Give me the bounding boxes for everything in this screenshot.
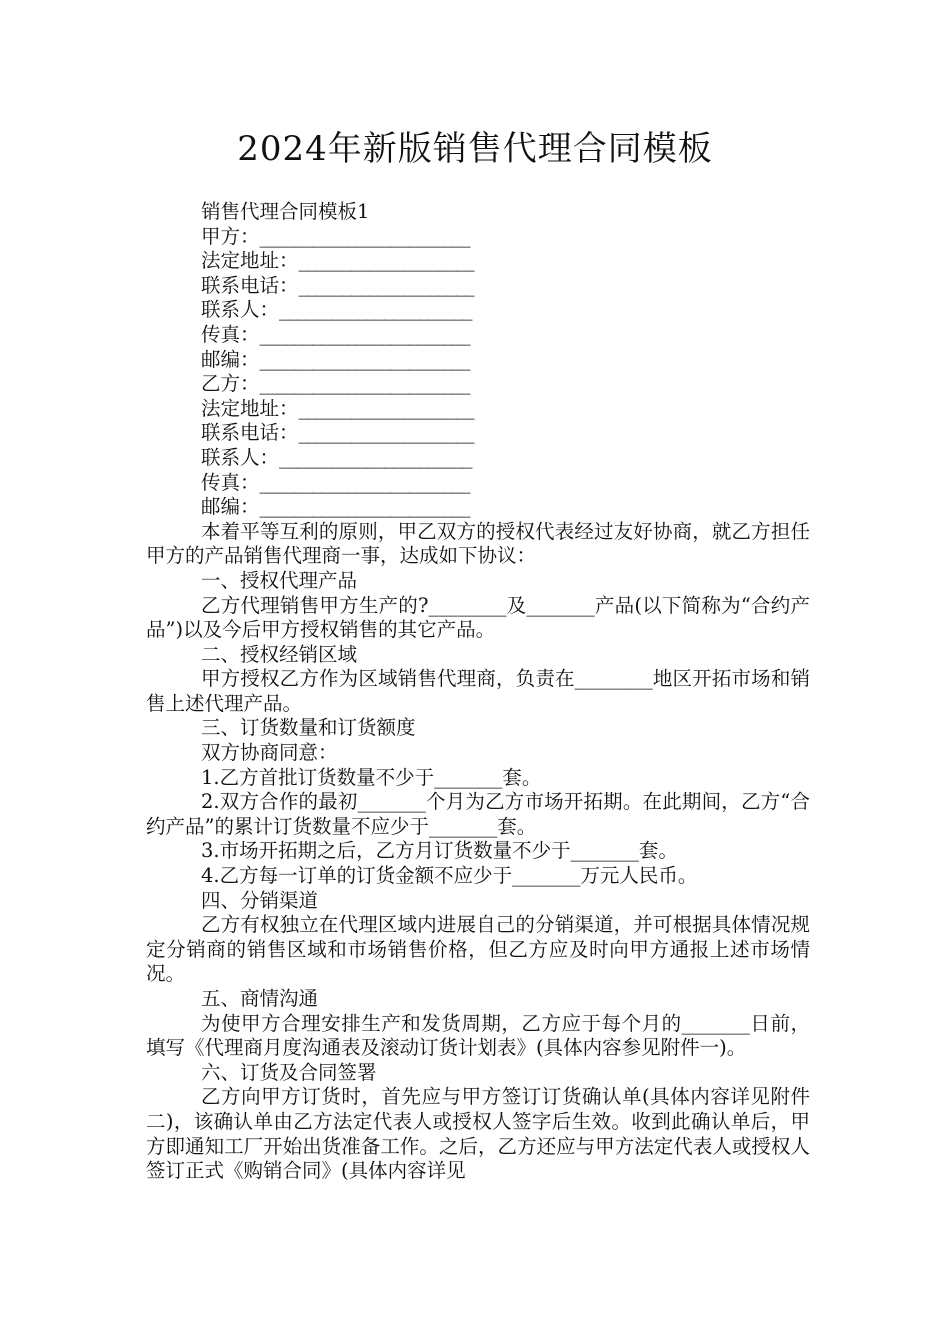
field-label: 法定地址：: [201, 396, 299, 420]
party-a-contact-field: [146, 298, 810, 323]
section-4-heading: 四、分销渠道: [201, 888, 319, 912]
document-body: [146, 200, 810, 1184]
field-label: 联系人：: [201, 298, 280, 322]
field-label: 联系电话：: [201, 273, 299, 297]
party-b-block: [146, 372, 810, 520]
section-3-intro: 双方协商同意：: [201, 741, 338, 765]
fill-blank: ________________________: [259, 224, 470, 248]
section-2-paragraph: 甲方授权乙方作为区域销售代理商，负责在________地区开拓市场和销售上述代理产品。: [146, 667, 810, 715]
party-a-name-field: [146, 225, 810, 250]
field-label: 联系人：: [201, 445, 280, 469]
section-3-item-1: 1.乙方首批订货数量不少于_______套。: [201, 765, 542, 789]
party-b-contact-field: [146, 446, 810, 471]
field-label: 传真：: [201, 470, 260, 494]
fill-blank: ________________________: [259, 495, 470, 519]
fill-blank: ________________________: [259, 372, 470, 396]
party-a-fax-field: [146, 323, 810, 348]
field-label: 甲方：: [201, 224, 260, 248]
fill-blank: ____________________: [298, 273, 474, 297]
section-4-paragraph: 乙方有权独立在代理区域内进展自己的分销渠道，并可根据具体情况规定分销商的销售区域和市场销售价格，但乙方应及时向甲方通报上述市场情况。: [146, 913, 810, 986]
fill-blank: ________________________: [259, 470, 470, 494]
document-title: 2024年新版销售代理合同模板: [237, 129, 713, 169]
party-b-phone-field: [146, 421, 810, 446]
party-b-name-field: [146, 372, 810, 397]
party-a-postcode-field: [146, 348, 810, 373]
section-3-heading: 三、订货数量和订货额度: [201, 716, 416, 740]
party-b-address-field: [146, 397, 810, 422]
section-1-heading: 一、授权代理产品: [201, 568, 358, 592]
fill-blank: ________________________: [259, 322, 470, 346]
fill-blank: ____________________: [298, 396, 474, 420]
field-label: 邮编：: [201, 347, 260, 371]
template-subtitle: 销售代理合同模板1: [201, 200, 370, 223]
fill-blank: ________________________: [259, 347, 470, 371]
field-label: 邮编：: [201, 495, 260, 519]
section-2-heading: 二、授权经销区域: [201, 642, 358, 666]
section-1-paragraph: 乙方代理销售甲方生产的?________及_______产品(以下简称为“合约产品”)以及今后甲方授权销售的其它产品。: [146, 593, 810, 642]
section-5-paragraph: 为使甲方合理安排生产和发货周期，乙方应于每个月的_______日前，填写《代理商月度沟通表及滚动订货计划表》(具体内容参见附件一)。: [146, 1011, 810, 1060]
party-a-block: [146, 225, 810, 373]
section-6-paragraph: 乙方向甲方订货时，首先应与甲方签订订货确认单(具体内容详见附件二)，该确认单由乙方法定代表人或授权人签字后生效。收到此确认单后，甲方即通知工厂开始出货准备工作。之后，乙方还应与甲方法定代表人或授权人签订正式《购销合同》(具体内容详见: [146, 1085, 810, 1183]
party-b-postcode-field: [146, 495, 810, 520]
section-3-item-2: 2.双方合作的最初_______个月为乙方市场开拓期。在此期间，乙方“合约产品”的累计订货数量不应少于_______套。: [146, 790, 810, 838]
party-b-fax-field: [146, 471, 810, 496]
party-a-address-field: [146, 249, 810, 274]
section-5-heading: 五、商情沟通: [201, 987, 319, 1010]
section-3-item-4: 4.乙方每一订单的订货金额不应少于_______万元人民币。: [201, 864, 698, 888]
field-label: 法定地址：: [201, 249, 299, 273]
field-label: 乙方：: [201, 372, 260, 396]
fill-blank: ______________________: [279, 445, 472, 469]
intro-paragraph: 本着平等互利的原则，甲乙双方的授权代表经过友好协商，就乙方担任甲方的产品销售代理商一事，达成如下协议：: [146, 519, 810, 568]
fill-blank: ____________________: [298, 421, 474, 445]
field-label: 传真：: [201, 322, 260, 346]
section-3-item-3: 3.市场开拓期之后，乙方月订货数量不少于_______套。: [201, 839, 678, 863]
field-label: 联系电话：: [201, 421, 299, 445]
fill-blank: ______________________: [279, 298, 472, 322]
fill-blank: ____________________: [298, 249, 474, 273]
party-a-phone-field: [146, 274, 810, 299]
section-6-heading: 六、订货及合同签署: [201, 1060, 377, 1084]
